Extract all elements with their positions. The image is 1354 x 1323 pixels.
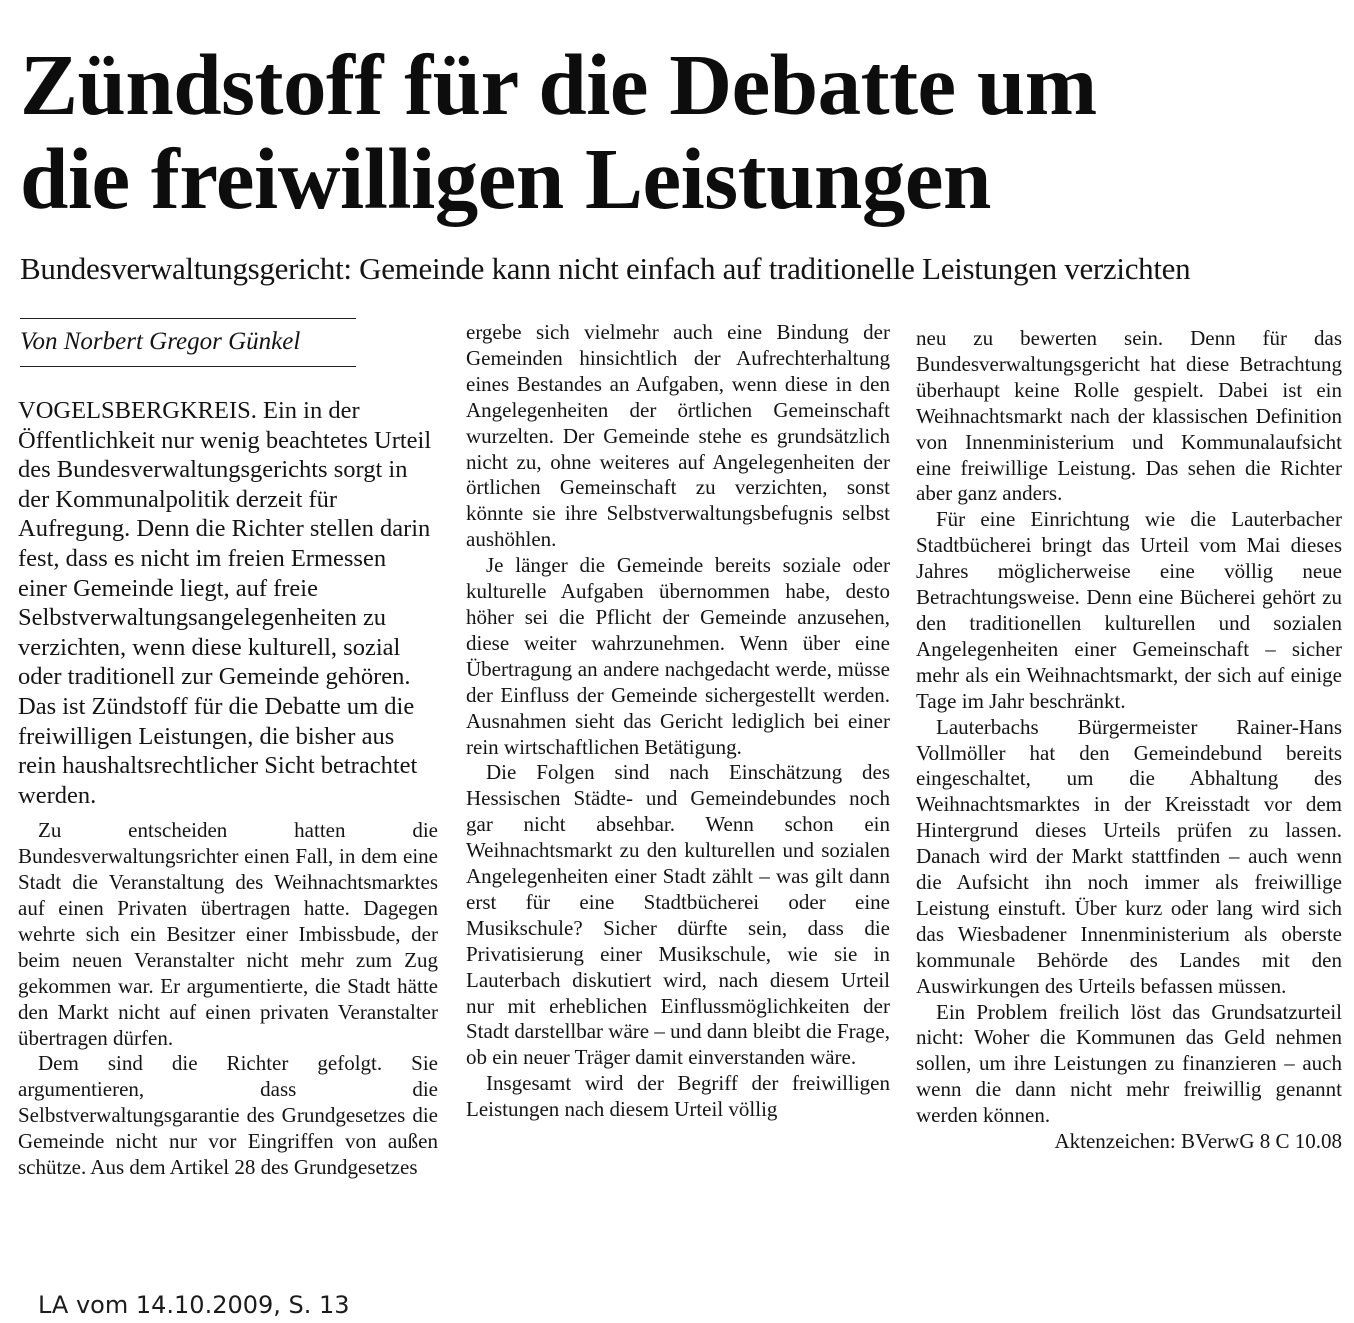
paragraph: neu zu bewerten sein. Denn für das Bundesverwaltungsgericht hat diese Betrachtung überhaupt keine Rolle gespielt. Dabei ist ein Weihnachtsmarkt nach der klassischen Definition von Innenministerium und Kommunalaufsicht eine freiwillige Leistung. Das sehen die Richter aber ganz anders. — [916, 326, 1342, 506]
paragraph: ergebe sich vielmehr auch eine Bindung der Gemeinden hinsichtlich der Aufrechterhaltung eines Bestandes an Aufgaben, wenn diese in den Angelegenheiten der örtlichen Gemeinschaft wurzelten. Der Gemeinde stehe es grundsätzlich nicht zu, ohne weiteres auf Angelegenheiten der örtlichen Gemeinschaft zu verzichten, sonst könnte sie ihre Selbstverwaltungsbefugnis selbst aushöhlen. — [466, 320, 890, 552]
paragraph: Je länger die Gemeinde bereits soziale oder kulturelle Aufgaben übernommen habe, desto höher sei die Pflicht der Gemeinde anzusehen, diese weiter wahrzunehmen. Wenn über eine Übertragung an andere nachgedacht werde, müsse der Einfluss der Gemeinde sichergestellt werden. Ausnahmen sieht das Gericht lediglich bei einer rein wirtschaftlichen Betätigung. — [466, 553, 890, 759]
article-column-3 — [916, 326, 1342, 1155]
byline-rule-bottom — [20, 366, 356, 367]
byline: Von Norbert Gregor Günkel — [20, 328, 301, 355]
paragraph: Lauterbachs Bürgermeister Rainer-Hans Vollmöller hat den Gemeindebund bereits eingeschaltet, um die Abhaltung des Weihnachtsmarktes in der Kreisstadt vor dem Hintergrund dieses Urteils prüfen zu lassen. Danach wird der Markt stattfinden – auch wenn die Aufsicht ihn noch immer als freiwillige Leistung einstuft. Über kurz oder lang wird sich das Wiesbadener Innenministerium als oberste kommunale Behörde des Landes mit den Auswirkungen des Urteils befassen müssen. — [916, 714, 1342, 998]
paragraph: Insgesamt wird der Begriff der freiwilligen Leistungen nach diesem Urteil völlig — [466, 1071, 890, 1122]
paragraph: Für eine Einrichtung wie die Lauterbacher Stadtbücherei bringt das Urteil vom Mai dieses Jahres möglicherweise eine völlig neue Betrachtungsweise. Denn eine Bücherei gehört zu den traditionellen kulturellen und sozialen Angelegenheiten einer Gemeinschaft – sicher mehr als ein Weihnachtsmarkt, der sich auf einige Tage im Jahr beschränkt. — [916, 507, 1342, 713]
paragraph: Zu entscheiden hatten die Bundesverwaltungsrichter einen Fall, in dem eine Stadt die Veranstaltung des Weihnachtsmarktes auf einen Privaten übertragen hatte. Dagegen wehrte sich ein Besitzer einer Imbissbude, der beim neuen Veranstalter nicht mehr zum Zug gekommen war. Er argumentierte, die Stadt hätte den Markt nicht auf einen privaten Veranstalter übertragen dürfen. — [18, 818, 438, 1050]
lead-paragraph: VOGELSBERGKREIS. Ein in der Öffentlichkeit nur wenig beachtetes Urteil des Bundesverwaltungsgerichts sorgt in der Kommunalpolitik derzeit für Aufregung. Denn die Richter stellen darin fest, dass es nicht im freien Ermessen einer Gemeinde liegt, auf freie Selbstverwaltungsangelegenheiten zu verzichten, wenn diese kulturell, sozial oder traditionell zur Gemeinde gehören. Das ist Zündstoff für die Debatte um die freiwilligen Leistungen, die bisher aus rein haushaltsrechtlicher Sicht betrachtet werden. — [18, 397, 432, 809]
case-reference: Aktenzeichen: BVerwG 8 C 10.08 — [1054, 1129, 1342, 1154]
byline-rule-top — [20, 318, 356, 319]
paragraph: Dem sind die Richter gefolgt. Sie argumentieren, dass die Selbstverwaltungsgarantie des Grundgesetzes die Gemeinde nicht nur vor Eingriffen von außen schütze. Aus dem Artikel 28 des Grundgesetzes — [18, 1051, 438, 1180]
article-column-2 — [466, 320, 890, 1123]
subheadline: Bundesverwaltungsgericht: Gemeinde kann nicht einfach auf traditionelle Leistungen verzichten — [20, 251, 1191, 286]
headline-line-1: Zündstoff für die Debatte um — [20, 36, 1097, 133]
headline-line-2: die freiwilligen Leistungen — [20, 130, 991, 227]
article-column-1 — [18, 396, 438, 1181]
headline — [20, 38, 1340, 226]
paragraph: Die Folgen sind nach Einschätzung des Hessischen Städte- und Gemeindebundes noch gar nicht absehbar. Wenn schon ein Weihnachtsmarkt zu den kulturellen und sozialen Angelegenheiten einer Stadt zählt – was gilt dann erst für eine Stadtbücherei oder eine Musikschule? Sicher dürfte sein, dass die Privatisierung einer Musikschule, wie sie in Lauterbach diskutiert wird, nach diesem Urteil nur mit erheblichen Einflussmöglichkeiten der Stadt darstellbar wäre – und dann bleibt die Frage, ob ein neuer Träger damit einverstanden wäre. — [466, 760, 890, 1070]
source-note: LA vom 14.10.2009, S. 13 — [38, 1291, 350, 1319]
paragraph: Ein Problem freilich löst das Grundsatzurteil nicht: Woher die Kommunen das Geld nehmen sollen, um ihre Leistungen zu finanzieren – auch wenn die dann nicht mehr freiwillig genannt werden können. — [916, 999, 1342, 1128]
